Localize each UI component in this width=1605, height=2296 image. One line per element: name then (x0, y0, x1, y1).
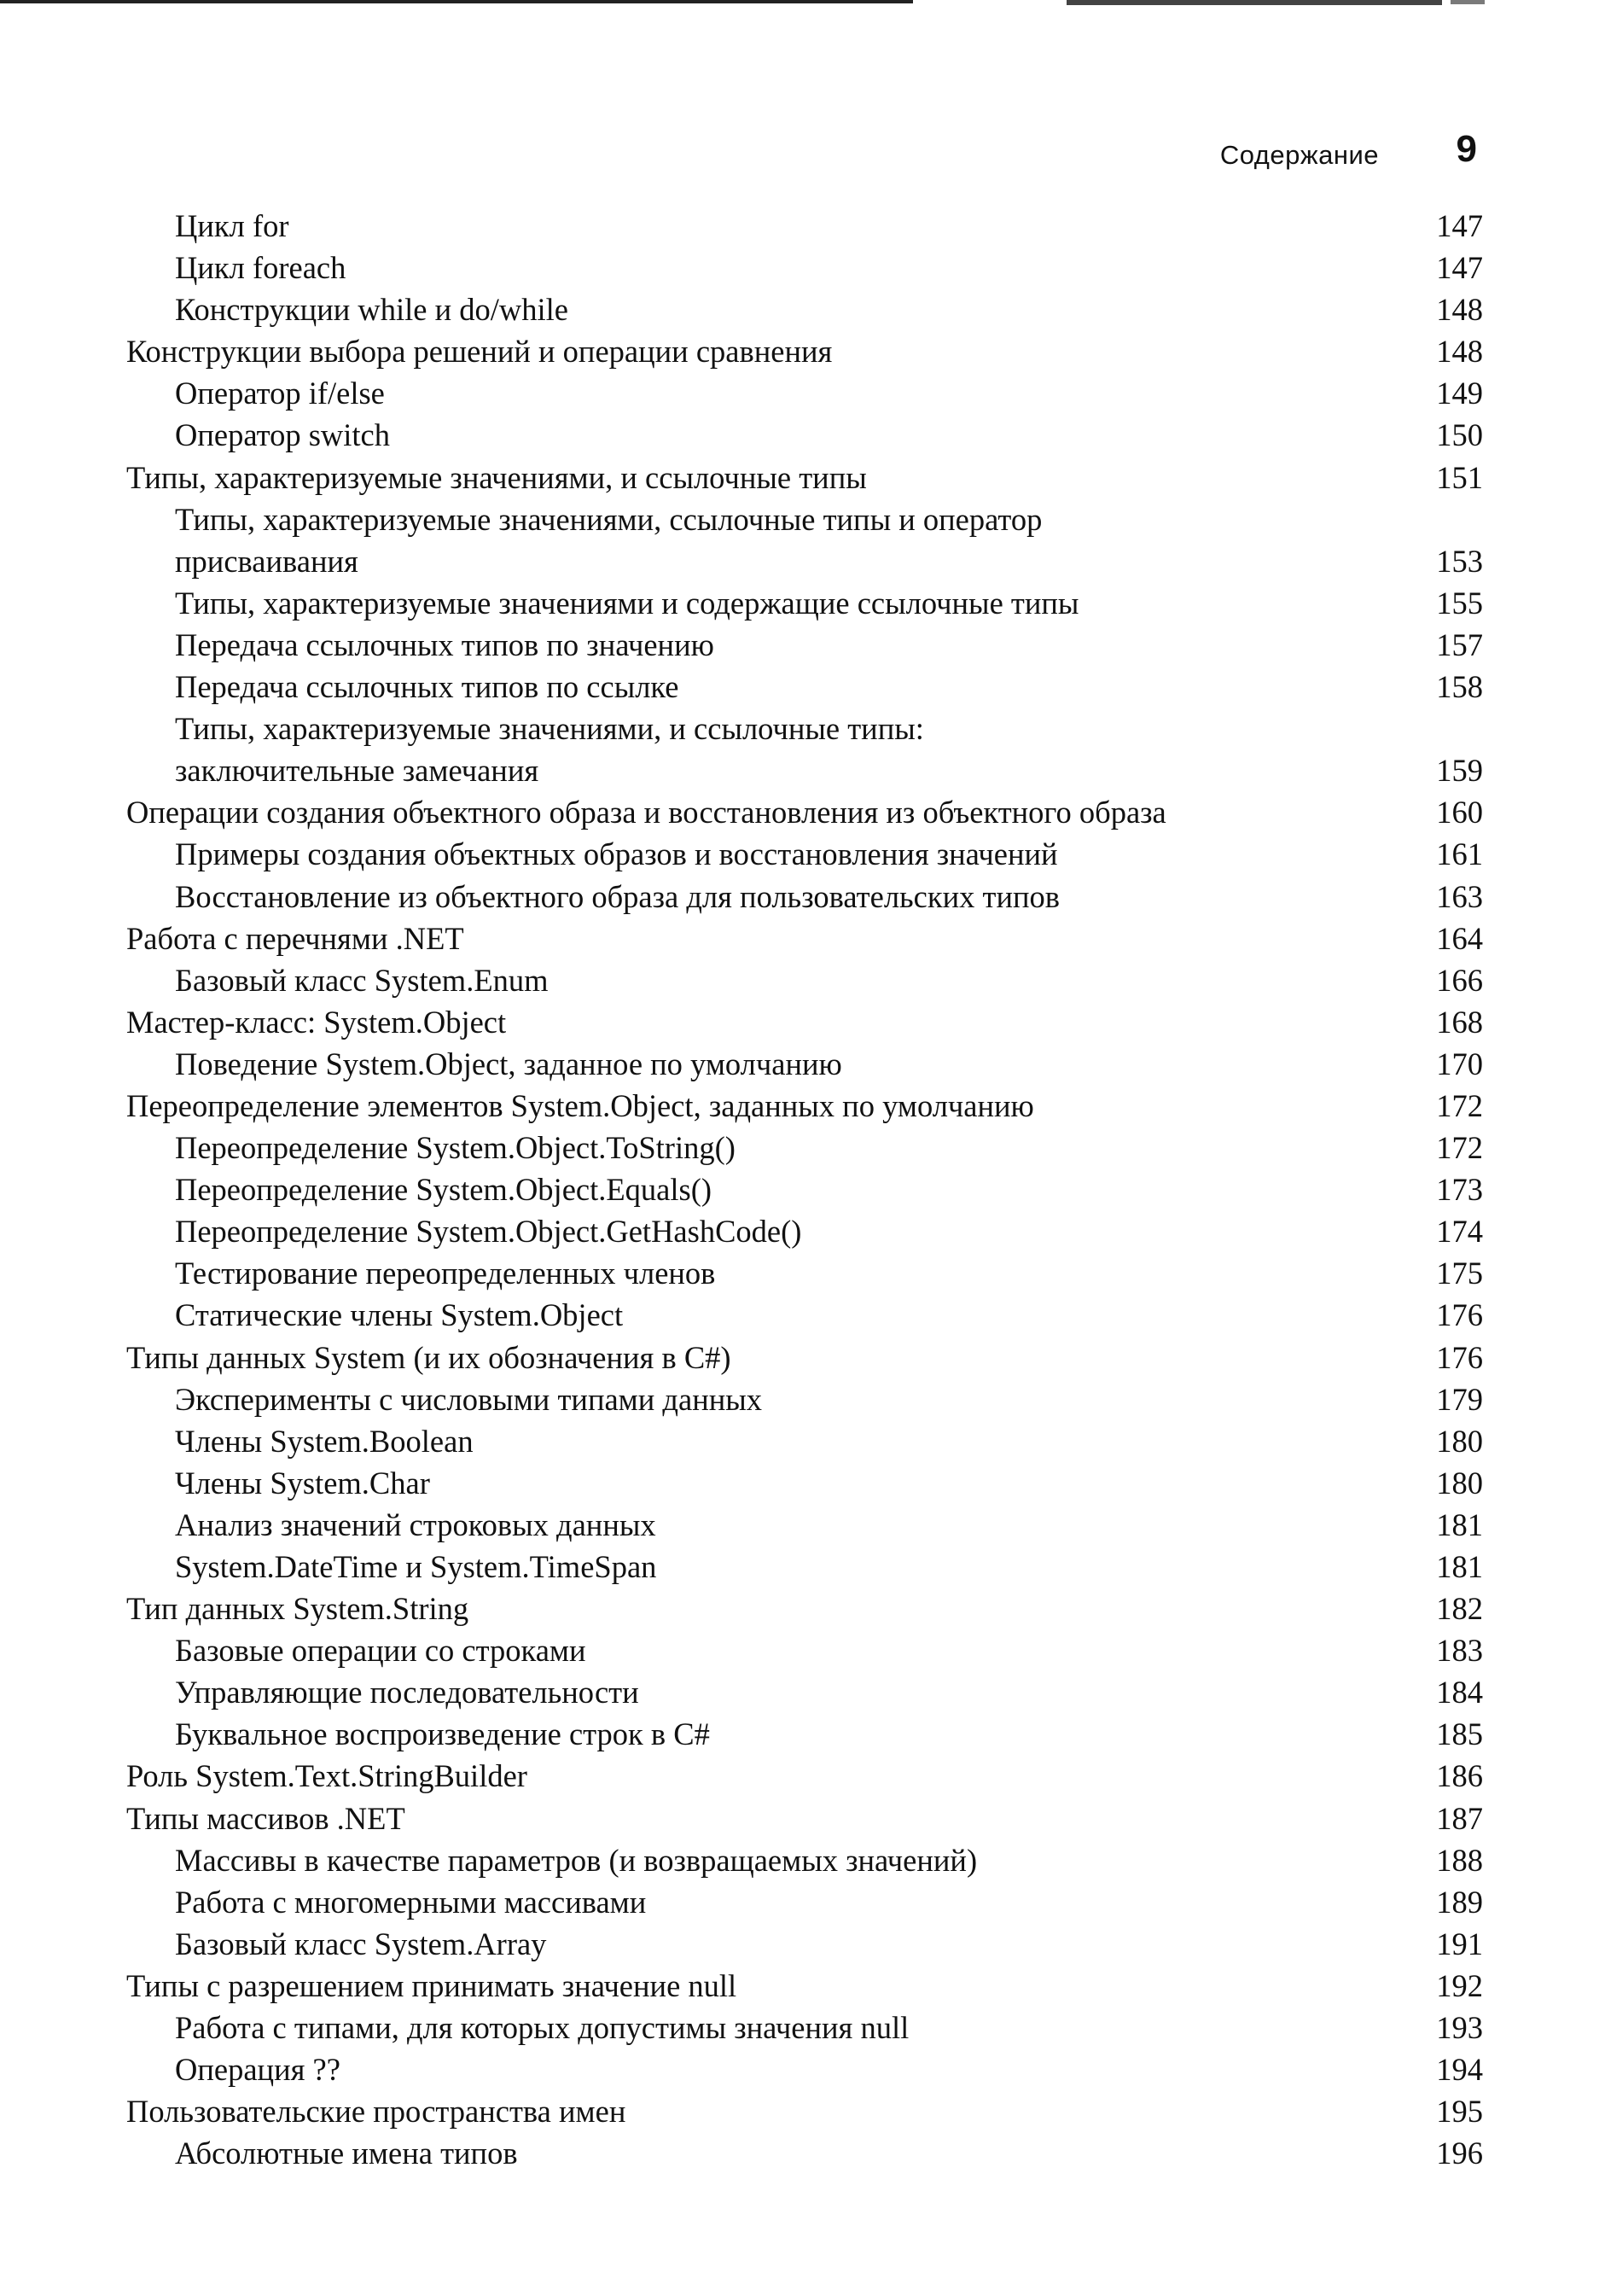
toc-entry-page-number: 180 (1436, 1423, 1483, 1459)
toc-entry (126, 624, 1483, 666)
toc-entry-title (126, 2090, 1406, 2132)
toc-entry-page-number: 182 (1436, 1591, 1483, 1627)
toc-entry (126, 205, 1483, 247)
toc-entry-title (126, 1085, 1406, 1127)
toc-entry-page-number: 147 (1436, 208, 1483, 243)
toc-entry (126, 2132, 1483, 2174)
toc-entry-title (126, 414, 1406, 456)
toc-entry-title-line: Конструкции выбора решений и операции сравнения (126, 334, 833, 370)
toc-entry (126, 959, 1483, 1001)
toc-entry-title-line: Переопределение System.Object.ToString() (175, 1130, 736, 1166)
toc-entry-page-number: 170 (1436, 1046, 1483, 1081)
toc-entry-title-line: Базовые операции со строками (175, 1633, 586, 1669)
toc-entry-title-line: Базовый класс System.Enum (175, 962, 549, 998)
toc-entry-title-line: Буквальное воспроизведение строк в C# (175, 1716, 710, 1752)
toc-entry-title (126, 1252, 1406, 1294)
toc-entry-title-line: Абсолютные имена типов (175, 2136, 518, 2171)
toc-entry-title (126, 708, 1406, 791)
toc-entry-title-line: Типы, характеризуемые значениями, и ссылочные типы: (175, 711, 924, 747)
toc-entry-title (126, 1965, 1406, 2007)
toc-entry-title-line: Конструкции while и do/while (175, 292, 568, 328)
toc-entry-title (126, 1881, 1406, 1923)
toc-entry-title-line: Операции создания объектного образа и восстановления из объектного образа (126, 795, 1166, 830)
toc-entry-title (126, 1168, 1406, 1210)
toc-entry-title-line: Цикл for (175, 208, 289, 243)
toc-entry-title (126, 1798, 1406, 1839)
toc-entry-title-line: Работа с перечнями .NET (126, 920, 464, 956)
toc-entry-title (126, 833, 1406, 875)
toc-entry (126, 1881, 1483, 1923)
toc-entry-page-number: 192 (1436, 1967, 1483, 2003)
toc-entry-title (126, 624, 1406, 666)
toc-entry (126, 1839, 1483, 1881)
toc-entry-title (126, 2132, 1406, 2174)
toc-entry (126, 1127, 1483, 1168)
toc-entry-title-line: заключительные замечания (175, 753, 539, 789)
toc-entry-title-line: Типы массивов .NET (126, 1800, 405, 1836)
toc-entry-title (126, 791, 1406, 833)
toc-entry (126, 498, 1483, 582)
toc-entry (126, 330, 1483, 372)
toc-entry-title-line: Типы, характеризуемые значениями, и ссылочные типы (126, 459, 867, 495)
toc-entry (126, 833, 1483, 875)
toc-entry-page-number: 191 (1436, 1926, 1483, 1961)
toc-entry-page-number: 175 (1436, 1256, 1483, 1291)
toc-entry-title-line: Переопределение System.Object.Equals() (175, 1172, 712, 1208)
toc-entry (126, 1252, 1483, 1294)
toc-entry-title-line: Управляющие последовательности (175, 1675, 639, 1710)
toc-entry-page-number: 181 (1436, 1506, 1483, 1542)
toc-entry-title-line: Эксперименты с числовыми типами данных (175, 1381, 763, 1417)
toc-entry (126, 2007, 1483, 2048)
toc-entry-title-line: Тип данных System.String (126, 1591, 469, 1627)
toc-entry-page-number: 181 (1436, 1549, 1483, 1584)
toc-entry-title-line: Типы данных System (и их обозначения в C#) (126, 1339, 731, 1375)
toc-entry-title (126, 1713, 1406, 1755)
toc-entry-page-number: 196 (1436, 2136, 1483, 2171)
toc-entry (126, 1798, 1483, 1839)
toc-entry (126, 247, 1483, 288)
toc-entry (126, 1713, 1483, 1755)
toc-entry (126, 1001, 1483, 1043)
toc-entry-title (126, 1043, 1406, 1085)
toc-entry-title (126, 1294, 1406, 1336)
toc-entry-page-number: 148 (1436, 292, 1483, 328)
toc-entry-title (126, 1588, 1406, 1629)
toc-entry-title-line: Базовый класс System.Array (175, 1926, 547, 1961)
table-of-contents (126, 205, 1483, 2174)
toc-entry-title-line: Работа с многомерными массивами (175, 1884, 647, 1920)
toc-entry (126, 666, 1483, 708)
toc-entry-title-line: Передача ссылочных типов по ссылке (175, 669, 679, 705)
scan-edge-top-corner (1451, 0, 1485, 4)
toc-entry-title-line: Примеры создания объектных образов и восстановления значений (175, 836, 1058, 872)
toc-entry-page-number: 195 (1436, 2094, 1483, 2130)
toc-entry-title-line: Типы с разрешением принимать значение null (126, 1967, 737, 2003)
toc-entry-title (126, 1839, 1406, 1881)
toc-entry (126, 1043, 1483, 1085)
toc-entry-page-number: 185 (1436, 1716, 1483, 1752)
toc-entry-page-number: 174 (1436, 1214, 1483, 1250)
toc-entry (126, 1588, 1483, 1629)
toc-entry-page-number: 151 (1436, 459, 1483, 495)
toc-entry (126, 582, 1483, 624)
toc-entry-page-number: 172 (1436, 1087, 1483, 1123)
toc-entry-title-line: Роль System.Text.StringBuilder (126, 1758, 527, 1794)
toc-entry-page-number: 176 (1436, 1297, 1483, 1333)
running-title: Содержание (1219, 140, 1379, 170)
toc-entry-title (126, 247, 1406, 288)
toc-entry (126, 1337, 1483, 1378)
toc-entry-page-number: 183 (1436, 1633, 1483, 1669)
toc-entry-title (126, 1462, 1406, 1504)
toc-entry-title-line: Работа с типами, для которых допустимы значения null (175, 2010, 910, 2046)
toc-entry-title-line: System.DateTime и System.TimeSpan (175, 1549, 657, 1584)
toc-entry-title (126, 1420, 1406, 1462)
toc-entry-page-number: 153 (1436, 543, 1483, 579)
toc-entry (126, 1378, 1483, 1420)
toc-entry-title (126, 1504, 1406, 1546)
toc-entry-title-line: Массивы в качестве параметров (и возвращаемых значений) (175, 1842, 978, 1878)
toc-entry (126, 1462, 1483, 1504)
toc-entry (126, 1420, 1483, 1462)
toc-entry (126, 288, 1483, 330)
scan-edge-top-right (1067, 0, 1442, 5)
toc-entry-page-number: 187 (1436, 1800, 1483, 1836)
toc-entry-title (126, 1923, 1406, 1965)
toc-entry-title (126, 2007, 1406, 2048)
toc-entry (126, 918, 1483, 959)
toc-entry-page-number: 194 (1436, 2052, 1483, 2088)
toc-entry-title-line: Анализ значений строковых данных (175, 1506, 656, 1542)
toc-entry-title (126, 918, 1406, 959)
toc-entry-title-line: Передача ссылочных типов по значению (175, 626, 714, 662)
toc-entry-title-line: Члены System.Boolean (175, 1423, 474, 1459)
toc-entry (126, 876, 1483, 918)
toc-entry-title (126, 288, 1406, 330)
toc-entry (126, 1168, 1483, 1210)
toc-entry (126, 372, 1483, 414)
toc-entry (126, 1629, 1483, 1671)
toc-entry-title (126, 1671, 1406, 1713)
toc-entry-page-number: 163 (1436, 878, 1483, 914)
toc-entry-title (126, 372, 1406, 414)
toc-entry-page-number: 149 (1436, 376, 1483, 411)
toc-entry-title (126, 1337, 1406, 1378)
toc-entry (126, 1085, 1483, 1127)
toc-entry-title (126, 666, 1406, 708)
toc-entry-title (126, 498, 1406, 582)
toc-entry (126, 791, 1483, 833)
toc-entry-page-number: 180 (1436, 1465, 1483, 1501)
toc-entry-title (126, 1755, 1406, 1797)
toc-entry-page-number: 193 (1436, 2010, 1483, 2046)
toc-entry-page-number: 173 (1436, 1172, 1483, 1208)
toc-entry-title-line: Поведение System.Object, заданное по умолчанию (175, 1046, 842, 1081)
toc-entry-page-number: 166 (1436, 962, 1483, 998)
toc-entry-title (126, 1546, 1406, 1588)
toc-entry-title (126, 1001, 1406, 1043)
toc-entry (126, 1755, 1483, 1797)
toc-entry-title-line: Мастер-класс: System.Object (126, 1004, 507, 1040)
page-header (0, 126, 1605, 178)
toc-entry-title-line: Оператор if/else (175, 376, 385, 411)
toc-entry-title (126, 2048, 1406, 2090)
toc-entry (126, 457, 1483, 498)
toc-entry-page-number: 150 (1436, 417, 1483, 453)
toc-entry (126, 1504, 1483, 1546)
toc-entry-title-line: Оператор switch (175, 417, 390, 453)
toc-entry-page-number: 160 (1436, 795, 1483, 830)
toc-entry-title-line: Переопределение элементов System.Object, заданных по умолчанию (126, 1087, 1034, 1123)
toc-entry-title (126, 959, 1406, 1001)
toc-entry-title-line: Операция ?? (175, 2052, 340, 2088)
toc-entry (126, 1965, 1483, 2007)
toc-entry-page-number: 189 (1436, 1884, 1483, 1920)
toc-entry-page-number: 159 (1436, 753, 1483, 789)
toc-entry-title-line: Пользовательские пространства имен (126, 2094, 626, 2130)
toc-entry-title (126, 205, 1406, 247)
toc-entry-title-line: Статические члены System.Object (175, 1297, 624, 1333)
toc-entry-title-line: Типы, характеризуемые значениями и содержащие ссылочные типы (175, 585, 1079, 621)
page-number: 9 (1456, 128, 1477, 170)
toc-entry-title (126, 330, 1406, 372)
toc-entry-page-number: 164 (1436, 920, 1483, 956)
toc-entry-title (126, 876, 1406, 918)
toc-entry-page-number: 168 (1436, 1004, 1483, 1040)
scan-edge-top-left (0, 0, 913, 3)
toc-entry (126, 2048, 1483, 2090)
toc-entry-title (126, 1378, 1406, 1420)
toc-entry-title-line: Цикл foreach (175, 250, 346, 286)
toc-entry-page-number: 147 (1436, 250, 1483, 286)
toc-entry (126, 1210, 1483, 1252)
toc-entry-page-number: 158 (1436, 669, 1483, 705)
toc-entry-title (126, 582, 1406, 624)
toc-entry-page-number: 161 (1436, 836, 1483, 872)
toc-entry-page-number: 172 (1436, 1130, 1483, 1166)
toc-entry-title (126, 1629, 1406, 1671)
toc-entry-title-line: присваивания (175, 543, 358, 579)
toc-entry-title-line: Переопределение System.Object.GetHashCode() (175, 1214, 802, 1250)
toc-entry (126, 414, 1483, 456)
toc-entry-page-number: 184 (1436, 1675, 1483, 1710)
toc-entry-title-line: Члены System.Char (175, 1465, 430, 1501)
toc-entry-title-line: Восстановление из объектного образа для пользовательских типов (175, 878, 1061, 914)
toc-entry-page-number: 148 (1436, 334, 1483, 370)
toc-entry-title-line: Тестирование переопределенных членов (175, 1256, 716, 1291)
toc-entry-page-number: 155 (1436, 585, 1483, 621)
toc-entry (126, 1546, 1483, 1588)
toc-entry (126, 1671, 1483, 1713)
toc-entry-title-line: Типы, характеризуемые значениями, ссылочные типы и оператор (175, 501, 1043, 537)
toc-entry (126, 708, 1483, 791)
toc-entry-page-number: 157 (1436, 626, 1483, 662)
toc-entry-page-number: 179 (1436, 1381, 1483, 1417)
toc-entry (126, 2090, 1483, 2132)
toc-entry-title (126, 1127, 1406, 1168)
toc-entry-page-number: 188 (1436, 1842, 1483, 1878)
toc-entry (126, 1923, 1483, 1965)
toc-entry (126, 1294, 1483, 1336)
toc-entry-title (126, 1210, 1406, 1252)
toc-entry-title (126, 457, 1406, 498)
toc-entry-page-number: 186 (1436, 1758, 1483, 1794)
toc-entry-page-number: 176 (1436, 1339, 1483, 1375)
